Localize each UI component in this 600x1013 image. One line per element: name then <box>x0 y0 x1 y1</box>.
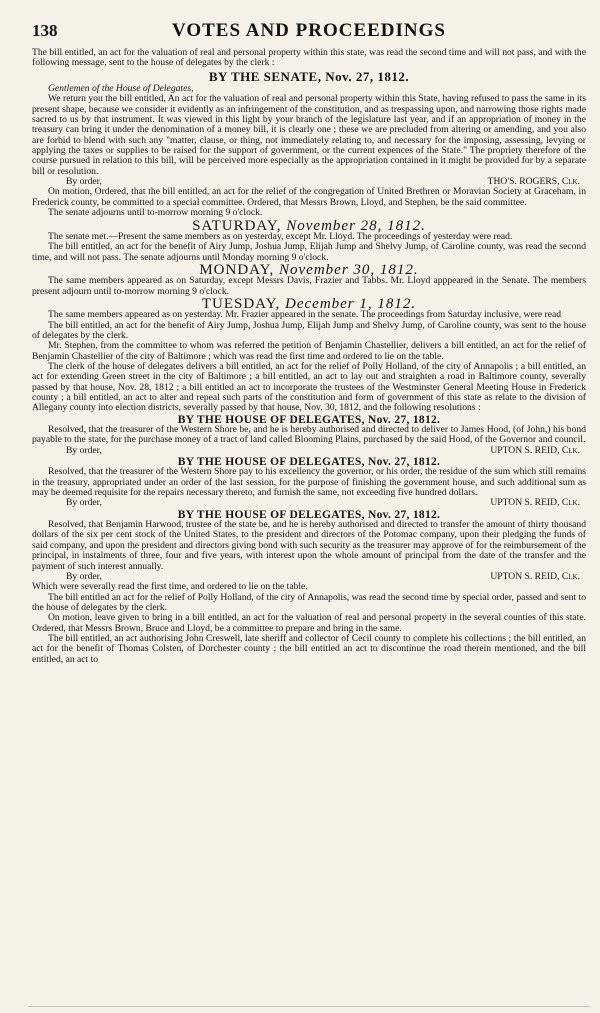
paragraph: Resolved, that the treasurer of the Western Shore be, and he is hereby authorised and directed to deliver to James Hood, (of John,) his bond payable to the state, for the purchase money of a tract of land called Blooming Plains, purchased by the said Hood, of the Governor and council. <box>32 424 586 446</box>
paragraph: The same members appeared as on Saturday, except Messrs Davis, Frazier and Tabbs. Mr. Lloyd apppeared in the Senate. The members present adjourn until to-morrow morning 9 o'clock. <box>32 275 586 297</box>
date: December 1, 1812. <box>285 295 417 312</box>
paragraph: The clerk of the house of delegates delivers a bill entitled, an act for the relief of Polly Holland, of the city of Annapolis ; a bill entitled, an act for extending Green street in the city of Baltimore ; a bill entitled, an act to lay out and straighten a road in Baltimore county, severally passed by that house, Nov. 28, 1812 ; a bill entitled an act to incorporate the trustees of the Westminster General Meeting House in Frederick county ; a bill entitled, an act to alter and repeal such parts of the constitution and form of government of this state as relate to the division of Allegany county into election districts, severally passed by that house, Nov. 30, 1812, and the following resolutions : <box>32 360 586 414</box>
clerk-signature: UPTON S. REID, Clk. <box>490 570 580 582</box>
clerk-signature: UPTON S. REID, Clk. <box>490 497 580 509</box>
weekday: SATURDAY, <box>192 217 282 234</box>
paragraph: We return you the bill entitled, An act for the valuation of real and personal property within this State, having refused to pass the same in its present shape, because we consider it evidently as an infringement of the constitution, and as trespassing upon, and narrowing those rights made sacred to us by that instrument. It was viewed in this light by your branch of the legislature last year, and if an appropriation of money in the treasury can bring it under the denomination of a money bill, it is clearly one ; these we are precluded from altering or amending, and you also are forbid to blend with such any "matter, clause, or thing, not immediately relating to, and necessary for the imposing, assessing, levying or applying the taxes or supplies to be raised for the support of government, or the current expences of the State." The propriety therefore of the course pursued in relation to this bill, will be perceived more especially as the appropriation contained in it might be provided for by a separate bill or resolution. <box>32 93 586 177</box>
weekday: MONDAY, <box>199 261 275 278</box>
page-bottom-edge <box>28 1006 590 1007</box>
date-heading <box>32 261 586 278</box>
weekday: TUESDAY, <box>201 295 281 312</box>
paragraph: Mr. Stephen, from the committee to whom was referred the petition of Benjamin Chastellier, delivers a bill entitled, an act for the relief of Benjamin Chastellier of the city of Baltimore ; which was read the first time and ordered to lie on the table. <box>32 340 586 362</box>
paragraph: Which were severally read the first time, and ordered to lie on the table. <box>32 581 308 593</box>
page-header <box>32 20 586 48</box>
delegates-resolution-heading: BY THE HOUSE OF DELEGATES, Nov. 27, 1812. <box>177 456 441 469</box>
paragraph: The bill entitled, an act for the benefit of Airy Jump, Joshua Jump, Elijah Jump and Shelvy Jump, of Caroline county, was sent to the house of delegates by the clerk. <box>32 319 586 341</box>
paragraph: Resolved, that Benjamin Harwood, trustee of the state be, and he is hereby authorised and directed to transfer the amount of thirty thousand dollars of the six per cent stock of the United States, to the president and directors of the Potomac company, upon their pledging the funds of said company, and upon the president and directors giving bond with such security as the treasurer may approve of for the reimbursement of the principal, in instalments of three, four and five years, with interest upon the whole amount of principal from the date of the transfer and the payment of such interest annually. <box>32 519 586 572</box>
signature-line <box>66 446 580 456</box>
by-order-label: By order, <box>66 176 102 188</box>
paragraph: On motion, leave given to bring in a bill entitled, an act for the valuation of real and personal property in the several counties of this state. Ordered, that Messrs Brown, Bruce and Lloyd, be a committee to prepare and bring in the same. <box>32 612 586 634</box>
paragraph: The senate met.—Present the same members as on yesterday, except Mr. Lloyd. The proceedings of yesterday were read. <box>48 230 513 242</box>
date-heading <box>32 295 586 312</box>
document-body <box>32 48 586 665</box>
paragraph: The senate adjourns until to-morrow morning 9 o'clock. <box>48 207 263 219</box>
page-number: 138 <box>32 21 58 40</box>
salutation: Gentlemen of the House of Delegates, <box>48 83 194 95</box>
senate-message-heading: BY THE SENATE, Nov. 27, 1812. <box>208 68 410 84</box>
paragraph: The bill entitled, an act for the benefit of Airy Jump, Joshua Jump, Elijah Jump and Shelvy Jump, of Caroline county, was read the second time, and will not pass. The senate adjourns until Monday morning 9 o'clock. <box>32 241 586 263</box>
signature-line <box>66 498 580 508</box>
paragraph: The bill entitled, an act for the valuation of real and personal property within this state, was read the second time and will not pass, and with the following message, sent to the house of delegates by the clerk : <box>32 47 586 69</box>
paragraph: Resolved, that the treasurer of the Western Shore pay to his excellency the governor, or his order, the residue of the sum which still remains in the treasury, appropriated under an order of the last session, for the purpose of finishing the government house, and such additional sum as may be deemed requisite for the repairs necessary thereto, and furnish the same, not exceeding five hundred dollars. <box>32 466 586 499</box>
clerk-signature: THO'S. ROGERS, Clk. <box>487 176 580 188</box>
delegates-resolution-heading: BY THE HOUSE OF DELEGATES, Nov. 27, 1812. <box>177 508 441 521</box>
clerk-signature: UPTON S. REID, Clk. <box>490 444 580 456</box>
paragraph: The bill entitled an act for the relief of Polly Holland, of the city of Annapolis, was read the second time by special order, passed and sent to the house of delegates by the clerk. <box>32 591 586 613</box>
by-order-label: By order, <box>66 444 102 456</box>
paragraph: On motion, Ordered, that the bill entitled, an act for the relief of the congregation of United Brethren or Moravian Society at Graceham, in Frederick county, be committed to a special committee. Ordered, that Messrs Brown, Lloyd, and Stephen, be the said committee. <box>32 186 586 208</box>
running-title: VOTES AND PROCEEDINGS <box>171 20 446 41</box>
date: November 28, 1812. <box>286 217 426 234</box>
delegates-resolution-heading: BY THE HOUSE OF DELEGATES, Nov. 27, 1812. <box>177 413 441 426</box>
by-order-label: By order, <box>66 570 102 582</box>
date-heading <box>32 217 586 234</box>
by-order-label: By order, <box>66 497 102 509</box>
paragraph: The same members appeared as on yesterday. Mr. Frazier appeared in the senate. The proceedings from Saturday inclusive, were read <box>48 309 562 321</box>
date: November 30, 1812. <box>279 261 419 278</box>
paragraph: The bill entitled, an act authorising John Creswell, late sheriff and collector of Cecil county to complete his collections ; the bill entitled, an act for the benefit of Thomas Colsten, of Dorchester county ; the bill entitled an act to discontinue the road therein mentioned, and the bill entitled, an act to <box>32 632 586 665</box>
